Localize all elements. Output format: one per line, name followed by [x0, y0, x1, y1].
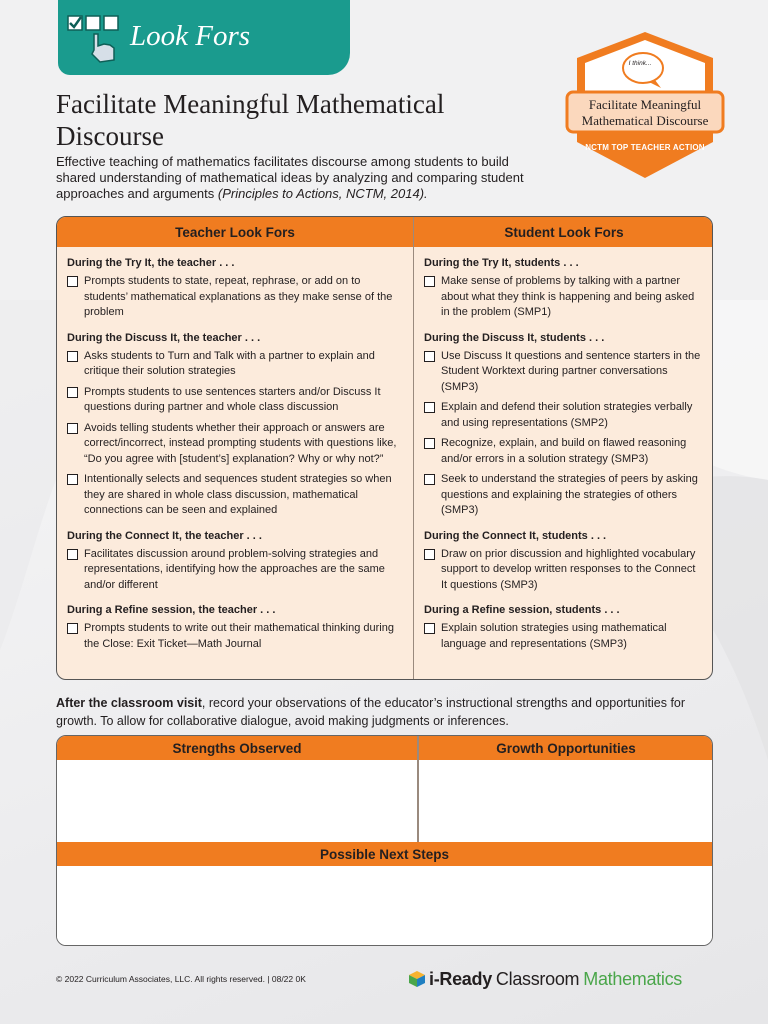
student-look-for-text: Make sense of problems by talking with a partner about what they think is happening and being asked in the problem (SMP1)	[441, 275, 695, 318]
teacher-heading: Teacher Look Fors	[57, 217, 413, 247]
student-look-for-item	[424, 349, 704, 396]
teacher-look-for-item	[67, 385, 403, 416]
teacher-look-for-text: Prompts students to use sentences starters and/or Discuss It questions during partner and whole class discussion	[84, 385, 381, 413]
student-column	[413, 217, 713, 679]
look-fors-tab	[58, 0, 350, 75]
checkbox[interactable]	[424, 276, 435, 287]
brand-classroom: Classroom	[495, 968, 580, 989]
student-look-for-item	[424, 547, 704, 594]
brand-iready: i-Ready	[429, 968, 492, 989]
checkbox[interactable]	[67, 549, 78, 560]
teacher-look-for-item	[67, 274, 403, 321]
teacher-look-for-item	[67, 421, 403, 468]
iready-cube-icon	[408, 970, 426, 988]
strengths-field[interactable]	[57, 760, 417, 842]
teacher-look-for-item	[67, 621, 403, 652]
brand-mathematics: Mathematics	[583, 968, 682, 989]
next-steps-heading: Possible Next Steps	[57, 842, 712, 866]
student-section-title: During the Try It, students . . .	[424, 257, 579, 269]
teacher-look-for-item	[67, 547, 403, 594]
teacher-list	[57, 247, 413, 652]
checkbox[interactable]	[67, 474, 78, 485]
student-look-for-item	[424, 274, 704, 321]
intro-citation: (Principles to Actions, NCTM, 2014).	[217, 186, 428, 201]
tab-title: Look Fors	[130, 20, 251, 52]
strengths-heading: Strengths Observed	[57, 736, 417, 760]
observation-table	[56, 735, 713, 946]
after-visit-instructions	[56, 694, 716, 730]
student-look-for-item	[424, 472, 704, 519]
student-look-for-item	[424, 436, 704, 467]
checkbox[interactable]	[424, 474, 435, 485]
intro-paragraph	[56, 154, 526, 202]
student-look-for-text: Recognize, explain, and build on flawed reasoning and/or errors in a solution strategy (SMP3)	[441, 437, 687, 465]
growth-field[interactable]	[419, 760, 713, 842]
copyright: © 2022 Curriculum Associates, LLC. All rights reserved. | 08/22 0K	[56, 974, 306, 984]
after-bold: After the classroom visit	[56, 696, 202, 710]
teacher-look-for-item	[67, 349, 403, 380]
after-text: , record your observations of the educator’s instructional strengths and opportunities for growth. To allow for collaborative dialogue, avoid making judgments or inferences.	[56, 696, 686, 728]
student-section-title: During the Discuss It, students . . .	[424, 331, 605, 344]
teacher-section-title: During a Refine session, the teacher . . .	[67, 604, 276, 616]
brand-logo	[408, 966, 682, 992]
teacher-look-for-text: Prompts students to state, repeat, rephrase, or add on to students’ mathematical explanations as they make sense of the problem	[84, 275, 393, 318]
growth-heading: Growth Opportunities	[418, 736, 713, 760]
checklist-hand-icon	[66, 14, 124, 64]
checkbox[interactable]	[67, 423, 78, 434]
student-list	[414, 247, 713, 652]
teacher-section-title: During the Try It, the teacher . . .	[67, 257, 235, 269]
column-divider	[417, 736, 419, 842]
page-title: Facilitate Meaningful Mathematical Discourse	[56, 89, 445, 151]
checkbox[interactable]	[67, 623, 78, 634]
checkbox[interactable]	[424, 351, 435, 362]
next-steps-field[interactable]	[57, 866, 713, 946]
teacher-look-for-text: Prompts students to write out their mathematical thinking during the Close: Exit Ticket—Math Journal	[84, 622, 394, 650]
badge-title: Facilitate Meaningful Mathematical Discourse	[581, 97, 709, 128]
student-section-title: During a Refine session, students . . .	[424, 604, 620, 616]
student-heading: Student Look Fors	[414, 217, 713, 247]
teacher-look-for-text: Facilitates discussion around problem-solving strategies and representations, identifying how the approaches are the same and/or different	[84, 547, 385, 591]
teacher-look-for-item	[67, 472, 403, 519]
teacher-look-for-text: Asks students to Turn and Talk with a partner to explain and critique their solution strategies	[84, 349, 375, 377]
badge-subtitle: NCTM TOP TEACHER ACTION	[585, 143, 705, 152]
look-fors-table	[56, 216, 713, 680]
checkbox[interactable]	[424, 623, 435, 634]
teacher-look-for-text: Intentionally selects and sequences student strategies so when they are shared in whole class discussion, mathematical connections can be seen and explained	[84, 473, 392, 516]
checkbox[interactable]	[424, 438, 435, 449]
badge-bubble-text: I think...	[628, 60, 652, 67]
student-look-for-text: Explain and defend their solution strategies verbally and using representations (SMP2)	[441, 401, 693, 429]
teacher-section-title: During the Connect It, the teacher . . .	[67, 529, 262, 542]
student-look-for-text: Seek to understand the strategies of peers by asking questions and explaining the strategies of others (SMP3)	[441, 473, 698, 516]
teacher-column	[57, 217, 413, 679]
checkbox[interactable]	[67, 351, 78, 362]
student-look-for-item	[424, 400, 704, 431]
student-section-title: During the Connect It, students . . .	[424, 529, 607, 542]
student-look-for-text: Draw on prior discussion and highlighted vocabulary support to develop written responses to the Connect It questions (SMP3)	[441, 547, 696, 591]
teacher-look-for-text: Avoids telling students whether their approach or answers are correct/incorrect, instead prompting students with questions like, “Do you agree with [student’s] explanation? Why or why not?”	[84, 421, 397, 465]
teacher-section-title: During the Discuss It, the teacher . . .	[67, 331, 261, 344]
checkbox[interactable]	[67, 276, 78, 287]
student-look-for-item	[424, 621, 704, 652]
checkbox[interactable]	[424, 402, 435, 413]
student-look-for-text: Use Discuss It questions and sentence starters in the Student Worktext during partner conversations (SMP3)	[441, 349, 701, 393]
checkbox[interactable]	[67, 387, 78, 398]
checkbox[interactable]	[424, 549, 435, 560]
intro-text: Effective teaching of mathematics facilitates discourse among students to build shared understanding of mathematical ideas by analyzing and comparing student approaches and arguments	[56, 154, 524, 201]
student-look-for-text: Explain solution strategies using mathematical language and representations (SMP3)	[441, 622, 667, 650]
